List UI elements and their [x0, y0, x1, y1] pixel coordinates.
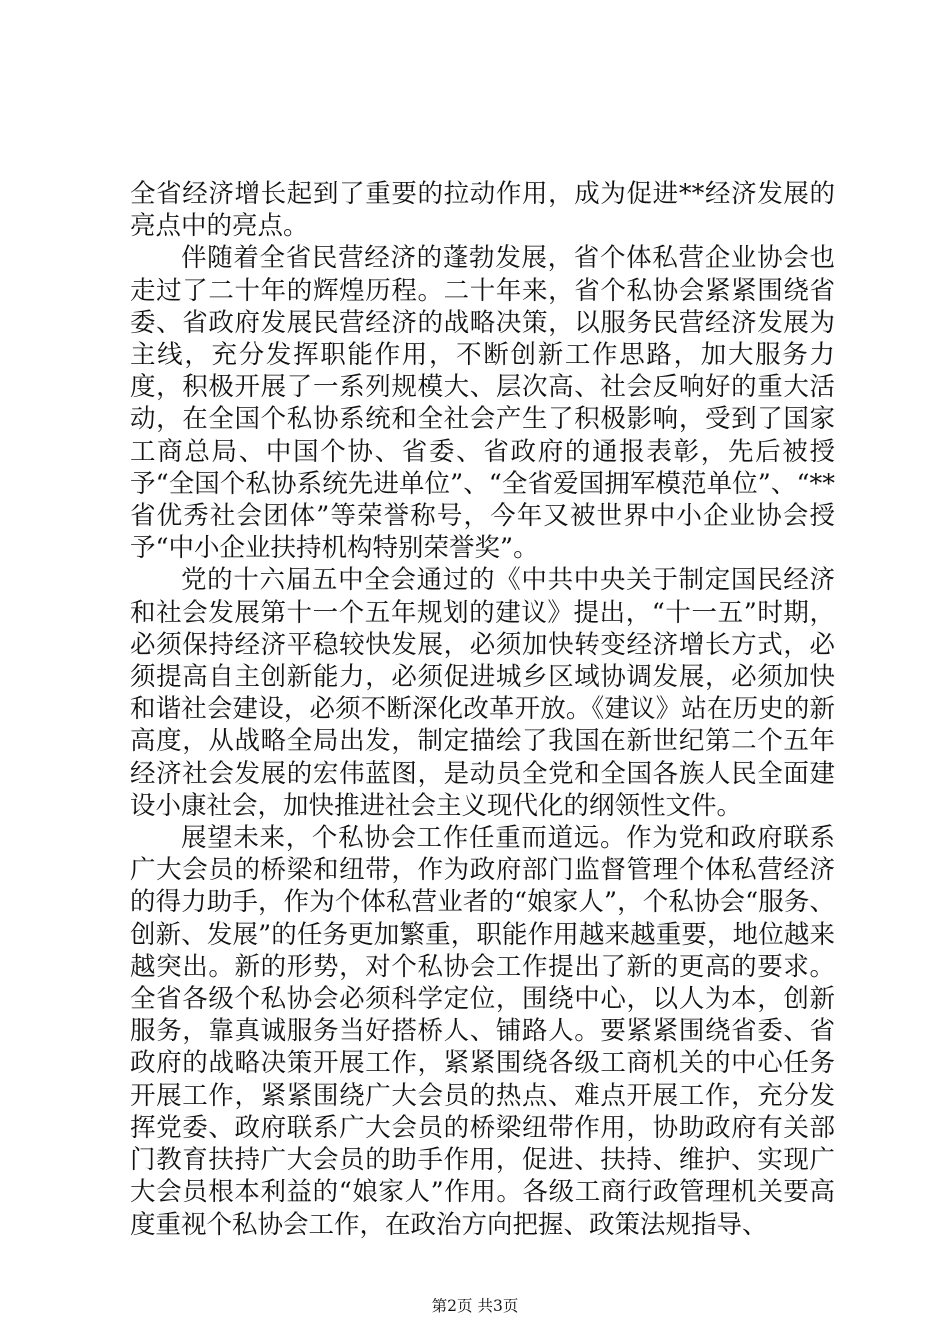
document-body — [130, 178, 835, 1241]
paragraph-2: 伴随着全省民营经济的蓬勃发展，省个体私营企业协会也走过了二十年的辉煌历程。二十年来，省个私协会紧紧围绕省委、省政府发展民营经济的战略决策，以服务民营经济发展为主线，充分发挥职能作用，不断创新工作思路，加大服务力度，积极开展了一系列规模大、层次高、社会反响好的重大活动，在全国个私协系统和全社会产生了积极影响，受到了国家工商总局、中国个协、省委、省政府的通报表彰，先后被授予“全国个私协系统先进单位”、“全省爱国拥军模范单位”、“**省优秀社会团体”等荣誉称号，今年又被世界中小企业协会授予“中小企业扶持机构特别荣誉奖”。 — [130, 243, 835, 564]
paragraph-3: 党的十六届五中全会通过的《中共中央关于制定国民经济和社会发展第十一个五年规划的建议》提出，“十一五”时期，必须保持经济平稳较快发展，必须加快转变经济增长方式，必须提高自主创新能力，必须促进城乡区域协调发展，必须加快和谐社会建设，必须不断深化改革开放。《建议》站在历史的新高度，从战略全局出发，制定描绘了我国在新世纪第二个五年经济社会发展的宏伟蓝图，是动员全党和全国各族人民全面建设小康社会，加快推进社会主义现代化的纲领性文件。 — [130, 565, 835, 821]
page-number-footer: 第2页 共3页 — [431, 1297, 519, 1315]
paragraph-4: 展望未来，个私协会工作任重而道远。作为党和政府联系广大会员的桥梁和纽带，作为政府部门监督管理个体私营经济的得力助手，作为个体私营业者的“娘家人”，个私协会“服务、创新、发展”的任务更加繁重，职能作用越来越重要，地位越来越突出。新的形势，对个私协会工作提出了新的更高的要求。全省各级个私协会必须科学定位，围绕中心，以人为本，创新服务，靠真诚服务当好搭桥人、铺路人。要紧紧围绕省委、省政府的战略决策开展工作，紧紧围绕各级工商机关的中心任务开展工作，紧紧围绕广大会员的热点、难点开展工作，充分发挥党委、政府联系广大会员的桥梁纽带作用，协助政府有关部门教育扶持广大会员的助手作用，促进、扶持、维护、实现广大会员根本利益的“娘家人”作用。各级工商行政管理机关要高度重视个私协会工作，在政治方向把握、政策法规指导、 — [130, 823, 835, 1240]
paragraph-1: 全省经济增长起到了重要的拉动作用，成为促进**经济发展的亮点中的亮点。 — [130, 179, 835, 242]
